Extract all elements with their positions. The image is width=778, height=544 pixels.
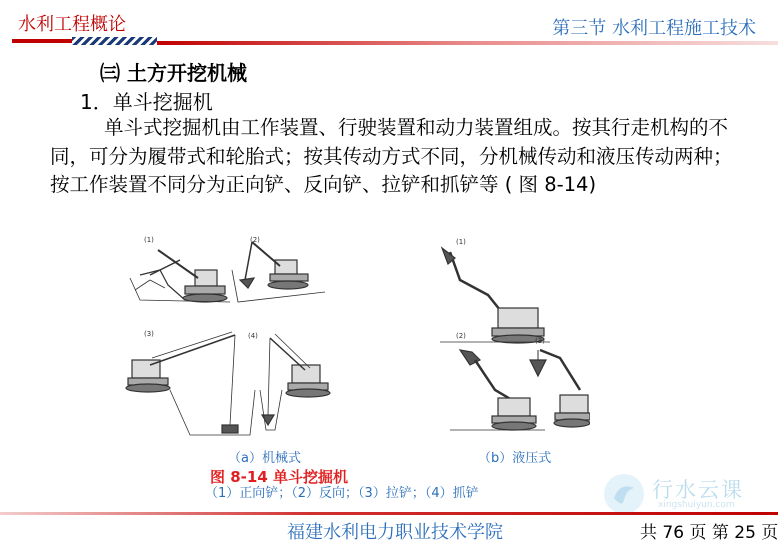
watermark-text: 行水云课 (652, 478, 744, 502)
course-title: 水利工程概论 (18, 14, 126, 35)
footer-divider (0, 512, 778, 515)
excavator-front-shovel-drawing (130, 250, 230, 302)
figure-label-a4: (4) (248, 332, 258, 340)
excavator-backhoe-drawing (232, 242, 325, 302)
header-divider (12, 36, 778, 46)
figure-label-b3: (3) (535, 337, 545, 345)
figure-title: 图 8-14 单斗挖掘机 (210, 468, 348, 486)
watermark-swirl-icon (600, 470, 648, 518)
figure-caption-mechanical: （a）机械式 (228, 451, 301, 466)
figure-label-b2: (2) (456, 332, 466, 340)
page-counter: 共 76 页 第 25 页 (640, 523, 778, 543)
body-paragraph-text: 单斗式挖掘机由工作装置、行驶装置和动力装置组成。按其行走机构的不同，可分为履带式和轮胎式；按其传动方式不同，分机械传动和液压传动两种；按工作装置不同分为正向铲、反向铲、拉铲和抓铲等 ( 图 8-14) (50, 116, 733, 196)
page-heading: ㈢ 土方开挖机械 (100, 61, 247, 85)
figure-caption-hydraulic: （b）液压式 (478, 451, 552, 466)
watermark-url: xingshuiyun.com (658, 500, 735, 510)
hydraulic-excavator-3-drawing (530, 350, 590, 427)
figure-label-b1: (1) (456, 238, 466, 246)
hydraulic-excavator-1-drawing (440, 248, 550, 343)
section-title: 第三节 水利工程施工技术 (552, 18, 756, 39)
excavator-dragline-drawing (126, 332, 255, 435)
figure-label-a2: (2) (250, 236, 260, 244)
subheading: 1．单斗挖掘机 (80, 90, 213, 114)
figure-label-a1: (1) (144, 236, 154, 244)
figure-legend: （1）正向铲；（2）反向；（3）拉铲；（4）抓铲 (205, 486, 479, 501)
excavator-figure (120, 230, 590, 445)
footer-school-name: 福建水利电力职业技术学院 (287, 522, 503, 543)
excavator-clamshell-drawing (260, 334, 330, 430)
figure-label-a3: (3) (144, 330, 154, 338)
body-paragraph (50, 114, 740, 200)
